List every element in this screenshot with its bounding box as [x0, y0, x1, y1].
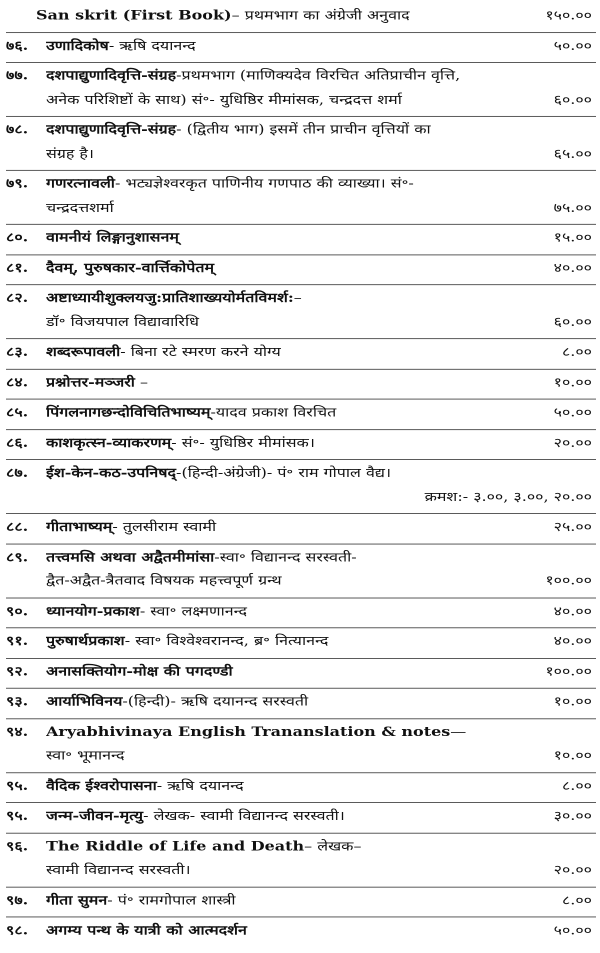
entry-divider [6, 254, 596, 255]
entry-line [0, 402, 600, 423]
entry-price: १००.०० [545, 572, 592, 588]
entry-price: १०.०० [553, 747, 592, 763]
entry-text [46, 402, 500, 423]
entry-price: ५०.०० [553, 922, 592, 938]
entry-line [0, 173, 600, 194]
entry-description: -यादव प्रकाश विरचित [210, 404, 337, 420]
catalog-entry [0, 516, 600, 546]
entry-divider [6, 597, 596, 598]
entry-title: गीता सुमन [46, 891, 108, 908]
entry-title: वैदिक ईश्वरोपासना [46, 777, 157, 793]
entry-continuation-line [0, 143, 600, 164]
entry-price: १५०.०० [545, 7, 592, 23]
entry-line [0, 288, 600, 309]
entry-divider [6, 284, 596, 285]
entry-number: ७६. [6, 37, 29, 53]
entry-description: - ऋषि दयानन्द [156, 777, 244, 793]
entry-divider [6, 886, 596, 887]
entry-text [46, 173, 500, 194]
entry-price: २०.०० [553, 861, 592, 878]
entry-price: ४०.०० [553, 633, 592, 649]
entry-description: -(हिन्दी)- ऋषि दयानन्द सरस्वती [122, 693, 309, 709]
entry-continuation-text: द्वैत-अद्वैत-त्रैतवाद विषयक महत्त्वपूर्ण ग्रन्थ [46, 572, 282, 588]
entry-number: ८५. [6, 404, 29, 420]
entry-price-series: क्रमश:- ३.००, ३.००, २०.०० [424, 488, 592, 504]
entry-text [36, 5, 500, 26]
catalog-entry [0, 462, 600, 516]
catalog-entry [0, 432, 600, 462]
entry-text [46, 691, 500, 712]
entry-line [0, 341, 600, 362]
entry-text [46, 920, 500, 941]
entry-number: ७८. [6, 121, 29, 137]
catalog-entry [0, 631, 600, 661]
catalog-entry [0, 661, 600, 691]
entry-price: ७५.०० [553, 199, 592, 215]
catalog-entry [0, 402, 600, 432]
entry-text [46, 462, 592, 483]
entry-title: पुरुषार्थप्रकाश [46, 633, 125, 649]
entry-price: ६०.०० [553, 91, 592, 107]
entry-line [0, 257, 600, 278]
entry-number: ९७. [6, 891, 29, 908]
entry-description: - स्वा॰ विश्वेश्वरानन्द, ब्र॰ नित्यानन्द [124, 633, 329, 649]
entry-price: ५०.०० [553, 37, 592, 53]
entry-title: दशपाद्युणादिवृत्ति-संग्रह [46, 67, 177, 83]
catalog-entry [0, 775, 600, 805]
entry-title: वामनीयं लिङ्गानुशासनम् [46, 229, 179, 245]
entry-text [46, 65, 500, 86]
entry-number: ९२. [6, 663, 29, 679]
entry-divider [6, 772, 596, 773]
entry-line [0, 516, 600, 537]
entry-number: ८७. [6, 464, 29, 481]
catalog-entry [0, 805, 600, 835]
entry-title: ईश-केन-कठ-उपनिषद् [46, 464, 177, 481]
catalog-entry [0, 119, 600, 173]
catalog-entry [0, 600, 600, 630]
entry-number: ९४. [6, 723, 29, 739]
entry-divider [6, 513, 596, 514]
catalog-entry [0, 341, 600, 371]
entry-divider [6, 917, 596, 918]
entry-continuation-line [0, 570, 600, 591]
entry-line [0, 35, 600, 56]
catalog-entry [0, 920, 600, 950]
entry-title: उणादिकोष [46, 37, 109, 53]
entry-title: अनासक्तियोग-मोक्ष की पगदण्डी [46, 663, 233, 679]
entry-description: - पं॰ रामगोपाल शास्त्री [107, 891, 236, 908]
entry-continuation-text: स्वामी विद्यानन्द सरस्वती। [46, 861, 191, 878]
entry-text [46, 721, 500, 742]
entry-description: -स्वा॰ विद्यानन्द सरस्वती- [214, 548, 357, 565]
entry-description: – [134, 374, 149, 390]
entry-number: ९५. [6, 807, 29, 824]
entry-line [0, 631, 600, 652]
entry-number: ९६. [6, 838, 29, 854]
catalog-entry [0, 890, 600, 920]
entry-divider [6, 802, 596, 803]
entry-line [0, 600, 600, 621]
entry-number: ८०. [6, 229, 29, 245]
entry-text [46, 631, 500, 652]
entry-divider [6, 718, 596, 719]
catalog-entry [0, 35, 600, 65]
entry-text [46, 35, 500, 56]
entry-title: Aryabhivinaya English Trananslation & notes [46, 723, 451, 739]
entry-description: - ऋषि दयानन्द [108, 37, 196, 53]
entry-number: ८८. [6, 518, 29, 534]
entry-title: गीताभाष्यम् [46, 518, 113, 534]
entry-text [46, 227, 500, 248]
entry-description: - (द्वितीय भाग) इसमें तीन प्राचीन वृत्तियों का [176, 121, 431, 137]
entry-line [0, 546, 600, 567]
entry-description: – लेखक– [304, 838, 362, 854]
entry-divider [6, 459, 596, 460]
entry-description: -प्रथमभाग (माणिक्यदेव विरचित अतिप्राचीन वृत्ति, [176, 67, 461, 83]
entry-number: ९१. [6, 633, 29, 649]
catalog-entry [0, 65, 600, 119]
entry-divider [6, 627, 596, 628]
entry-title: ध्यानयोग-प्रकाश [46, 602, 140, 619]
entry-text [46, 661, 500, 682]
catalog-entry [0, 836, 600, 890]
entry-divider [6, 368, 596, 369]
entry-number: ९३. [6, 693, 29, 709]
entry-text [46, 600, 500, 621]
entry-number: ८१. [6, 259, 29, 276]
catalog-entry [0, 288, 600, 342]
entry-line [0, 5, 600, 26]
catalog-entry [0, 691, 600, 721]
entry-line [0, 462, 600, 483]
entry-price: १०.०० [553, 374, 592, 390]
entry-text [46, 372, 500, 393]
entry-title: काशकृत्स्न-व्याकरणम् [46, 434, 172, 450]
entry-title: अष्टाध्यायीशुक्लयजु:प्रातिशाख्ययोर्मतविमर्श: [46, 289, 294, 306]
entry-line [0, 890, 600, 911]
entry-divider [6, 116, 596, 117]
entry-description: - भट्यज्ञेश्वरकृत पाणिनीय गणपाठ की व्याख्या। सं॰- [114, 175, 414, 191]
entry-price: ६५.०० [553, 145, 592, 161]
entry-text [46, 288, 500, 309]
entry-description: - सं॰- युधिष्ठिर मीमांसक। [171, 434, 315, 450]
entry-description: - लेखक- स्वामी विद्यानन्द सरस्वती। [143, 807, 345, 824]
entry-line [0, 836, 600, 857]
entry-divider [6, 62, 596, 63]
entry-price: ३०.०० [553, 807, 592, 824]
entry-number: ७७. [6, 67, 29, 83]
catalog-entry [0, 546, 600, 600]
entry-line [0, 920, 600, 941]
entry-continuation-text: अनेक परिशिष्टों के साथ) सं॰- युधिष्ठिर मीमांसक, चन्द्रदत्त शर्मा [46, 91, 402, 107]
entry-text [46, 890, 500, 911]
entry-text [46, 805, 500, 826]
entry-number: ९८. [6, 922, 29, 938]
entry-line [0, 227, 600, 248]
entry-text [46, 432, 500, 453]
entry-title: आर्याभिविनय [46, 693, 123, 709]
entry-number: ८९. [6, 548, 29, 565]
entry-title: शब्दरूपावली [46, 343, 121, 360]
entry-line [0, 65, 600, 86]
entry-number: ८६. [6, 434, 29, 450]
entry-title: जन्म-जीवन-मृत्यु [46, 807, 144, 824]
entry-number: ८४. [6, 374, 29, 390]
entry-divider [6, 543, 596, 544]
entry-title: दैवम्, पुरुषकार-वार्त्तिकोपेतम् [46, 259, 215, 276]
entry-title: दशपाद्युणादिवृत्ति-संग्रह [46, 121, 177, 137]
entry-price: ४०.०० [553, 259, 592, 276]
entry-continuation-text: डॉ॰ विजयपाल विद्यावारिधि [46, 313, 199, 330]
catalog-entry [0, 5, 600, 35]
entry-description: – [293, 289, 302, 306]
entry-divider [6, 170, 596, 171]
entry-divider [6, 338, 596, 339]
entry-continuation-text: चन्द्रदत्तशर्मा [46, 199, 114, 215]
entry-number: ८३. [6, 343, 29, 360]
entry-line [0, 432, 600, 453]
entry-price: ४०.०० [553, 602, 592, 619]
entry-continuation-line [0, 197, 600, 218]
entry-title: अगम्य पन्थ के यात्री को आत्मदर्शन [46, 922, 247, 938]
entry-description: - तुलसीराम स्वामी [112, 518, 217, 534]
entry-price: ५०.०० [553, 404, 592, 420]
catalog-entry [0, 227, 600, 257]
entry-number: ७९. [6, 175, 29, 191]
entry-continuation-text: संग्रह है। [46, 145, 94, 161]
entry-divider [6, 429, 596, 430]
entry-text [46, 516, 500, 537]
entry-title: प्रश्नोत्तर-मञ्जरी [46, 374, 135, 390]
entry-line [0, 119, 600, 140]
entry-text [46, 119, 500, 140]
entry-description: – प्रथमभाग का अंग्रेजी अनुवाद [231, 7, 410, 23]
entry-text [46, 257, 500, 278]
entry-continuation-line [0, 311, 600, 332]
entry-divider [6, 32, 596, 33]
entry-text [46, 836, 500, 857]
entry-line [0, 691, 600, 712]
entry-price: १५.०० [553, 229, 592, 245]
catalog-entry [0, 721, 600, 775]
entry-price: २०.०० [553, 434, 592, 450]
entry-text [46, 546, 500, 567]
entry-price: ८.०० [561, 891, 592, 908]
entry-title: गणरत्नावली [46, 175, 115, 191]
entry-line [0, 775, 600, 796]
entry-price: १०.०० [553, 693, 592, 709]
entry-description: — [450, 723, 467, 739]
entry-price: ६०.०० [553, 313, 592, 330]
entry-title: पिंगलनागछन्दोविचितिभाष्यम् [46, 404, 211, 420]
entry-title: तत्त्वमसि अथवा अद्वैतमीमांसा [46, 548, 215, 565]
entry-line [0, 805, 600, 826]
entry-description: - बिना रटे स्मरण करने योग्य [120, 343, 281, 360]
entry-price: ८.०० [561, 343, 592, 360]
entry-price-line [0, 486, 600, 507]
entry-continuation-line [0, 859, 600, 880]
entry-number: ८२. [6, 289, 29, 306]
catalog-entry [0, 257, 600, 287]
entry-divider [6, 658, 596, 659]
entry-line [0, 661, 600, 682]
entry-continuation-text: स्वा॰ भूमानन्द [46, 747, 125, 763]
entry-description: - स्वा॰ लक्ष्मणानन्द [139, 602, 248, 619]
entry-divider [6, 399, 596, 400]
entry-text [46, 341, 500, 362]
entry-line [0, 372, 600, 393]
entry-divider [6, 688, 596, 689]
entry-divider [6, 832, 596, 833]
entry-title: San skrit (First Book) [36, 7, 232, 23]
catalog-entry [0, 173, 600, 227]
entry-continuation-line [0, 89, 600, 110]
entry-divider [6, 224, 596, 225]
entry-number: ९५. [6, 777, 29, 793]
entry-continuation-line [0, 745, 600, 766]
entry-price: २५.०० [553, 518, 592, 534]
entry-price: ८.०० [561, 777, 592, 793]
entry-title: The Riddle of Life and Death [46, 838, 305, 854]
entry-text [46, 775, 500, 796]
entry-line [0, 721, 600, 742]
entry-price: १००.०० [545, 663, 592, 679]
entry-number: ९०. [6, 602, 29, 619]
entry-description: -(हिन्दी-अंग्रेजी)- पं॰ राम गोपाल वैद्य। [176, 464, 392, 481]
catalog-entry [0, 372, 600, 402]
